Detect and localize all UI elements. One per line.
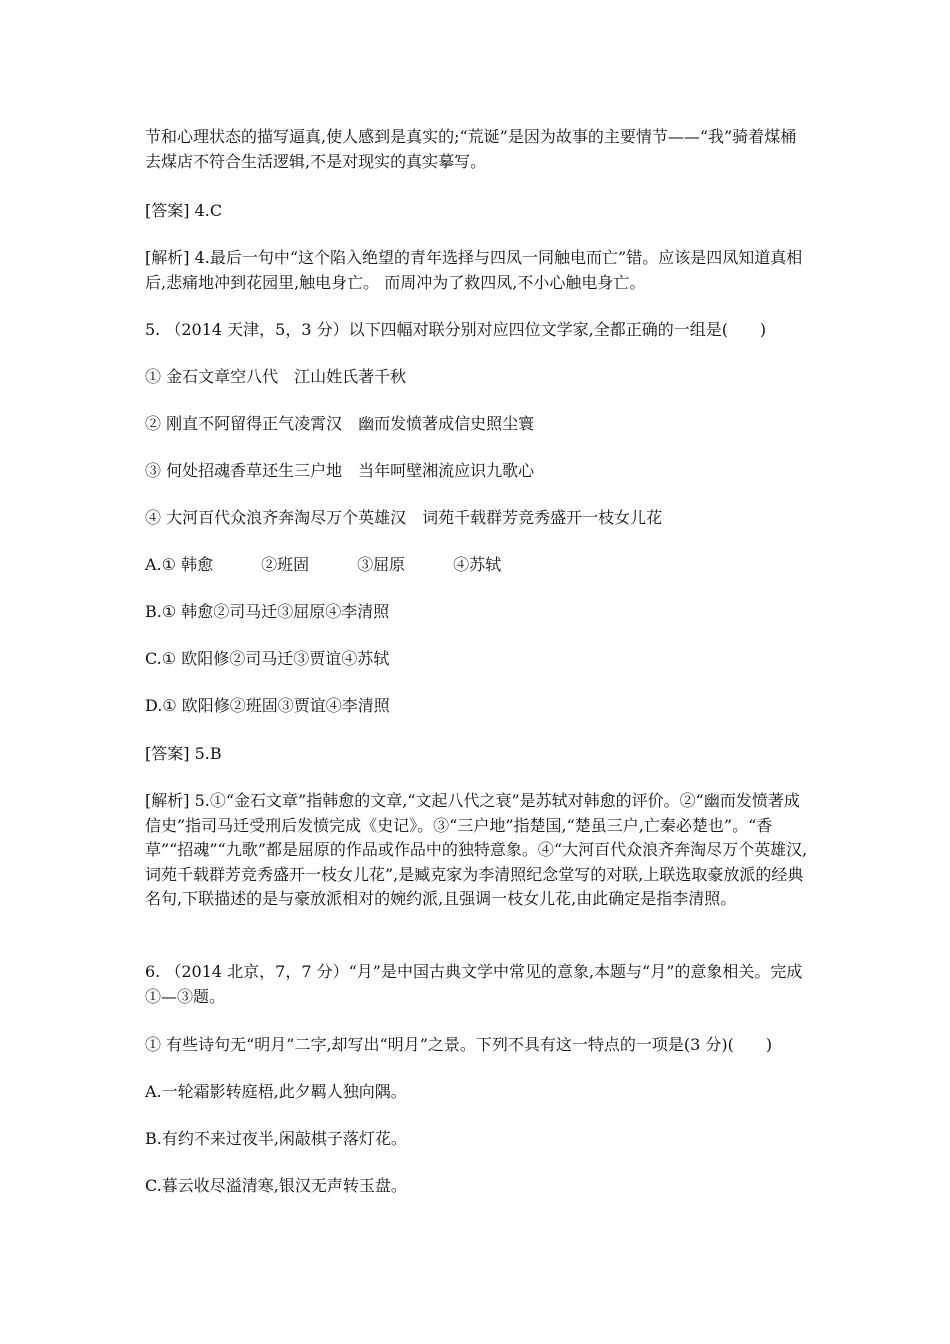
option-6c: C.暮云收尽溢清寒,银汉无声转玉盘。 <box>145 1176 407 1195</box>
explanation-5: [解析] 5.①“金石文章”指韩愈的文章,“文起八代之衰”是苏轼对韩愈的评价。②“幽而发愤著成信史”指司马迁受刑后发愤完成《史记》。③“三户地”指楚国,“楚虽三户,亡秦必楚也”。“香草”“招魂”“九歌”都是屈原的作品或作品中的独特意象。④“大河百代众浪齐奔淘尽万个英雄汉,词苑千载群芳竞秀盛开一枝女儿花”,是臧克家为李清照纪念堂写的对联,上联选取豪放派的经典名句,下联描述的是与豪放派相对的婉约派,且强调一枝女儿花,由此确定是指李清照。 <box>145 791 808 908</box>
question-5: 5. （2014 天津，5，3 分）以下四幅对联分别对应四位文学家,全都正确的一组是( ) <box>145 320 767 339</box>
couplet-4: ④ 大河百代众浪齐奔淘尽万个英雄汉 词苑千载群芳竞秀盛开一枝女儿花 <box>145 508 663 527</box>
option-5b: B.① 韩愈②司马迁③屈原④李清照 <box>145 602 390 621</box>
question-6-1: ① 有些诗句无“明月”二字,却写出“明月”之景。下列不具有这一特点的一项是(3 分)( ) <box>145 1035 773 1054</box>
question-6: 6. （2014 北京，7，7 分）“月”是中国古典文学中常见的意象,本题与“月”的意象相关。完成①—③题。 <box>145 962 803 1006</box>
option-6a: A.一轮霜影转庭梧,此夕羁人独向隅。 <box>145 1082 407 1101</box>
couplet-3: ③ 何处招魂香草还生三户地 当年呵壁湘流应识九歌心 <box>145 461 535 480</box>
answer-5: [答案] 5.B <box>145 744 222 763</box>
couplet-2: ② 刚直不阿留得正气凌霄汉 幽而发愤著成信史照尘寰 <box>145 414 535 433</box>
option-5a: A.① 韩愈 ②班固 ③屈原 ④苏轼 <box>145 555 502 574</box>
explanation-4: [解析] 4.最后一句中“这个陷入绝望的青年选择与四凤一同触电而亡”错。应该是四凤知道真相后,悲痛地冲到花园里,触电身亡。 而周冲为了救四凤,不小心触电身亡。 <box>145 248 803 292</box>
intro-paragraph: 节和心理状态的描写逼真,使人感到是真实的;“荒诞”是因为故事的主要情节——“我”骑着煤桶去煤店不符合生活逻辑,不是对现实的真实摹写。 <box>145 127 797 171</box>
couplet-1: ① 金石文章空八代 江山姓氏著千秋 <box>145 367 407 386</box>
option-6b: B.有约不来过夜半,闲敲棋子落灯花。 <box>145 1129 407 1148</box>
answer-4: [答案] 4.C <box>145 201 223 220</box>
option-5c: C.① 欧阳修②司马迁③贾谊④苏轼 <box>145 649 390 668</box>
option-5d: D.① 欧阳修②班固③贾谊④李清照 <box>145 696 390 715</box>
